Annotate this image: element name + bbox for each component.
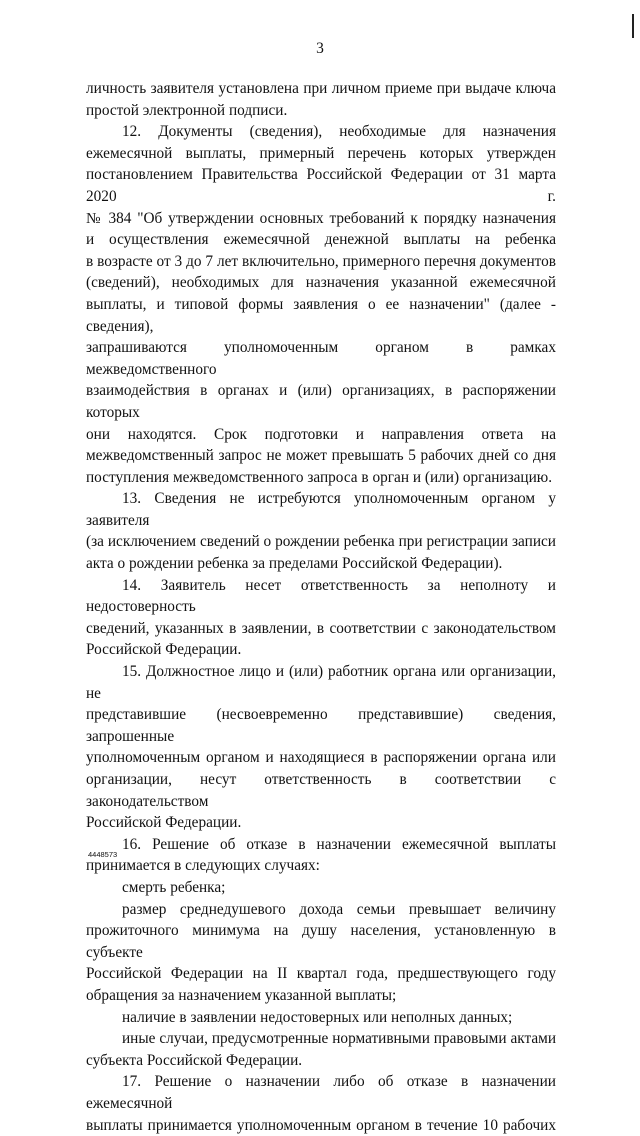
page-number: 3 <box>0 40 640 58</box>
text-line: поступления межведомственного запроса в орган и (или) организацию. <box>86 467 556 489</box>
text-line: запрашиваются уполномоченным органом в рамках межведомственного <box>86 337 556 380</box>
text-line: Российской Федерации. <box>86 639 556 661</box>
document-body <box>86 78 556 1136</box>
text-line: прожиточного минимума на душу населения, установленную в субъекте <box>86 920 556 963</box>
text-line: обращения за назначением указанной выплаты; <box>86 985 556 1007</box>
text-line: № 384 "Об утверждении основных требований к порядку назначения <box>86 208 556 230</box>
text-line: 14. Заявитель несет ответственность за неполноту и недостоверность <box>86 575 556 618</box>
text-line: 12. Документы (сведения), необходимые для назначения <box>86 121 556 143</box>
text-line: и осуществления ежемесячной денежной выплаты на ребенка <box>86 229 556 251</box>
text-line: взаимодействия в органах и (или) организациях, в распоряжении которых <box>86 380 556 423</box>
text-line: выплаты, и типовой формы заявления о ее назначении" (далее - сведения), <box>86 294 556 337</box>
text-line: субъекта Российской Федерации. <box>86 1050 556 1072</box>
text-line: постановлением Правительства Российской Федерации от 31 марта 2020 г. <box>86 164 556 207</box>
text-line: сведений, указанных в заявлении, в соответствии с законодательством <box>86 618 556 640</box>
text-line: 13. Сведения не истребуются уполномоченным органом у заявителя <box>86 488 556 531</box>
text-line: Российской Федерации на II квартал года, предшествующего году <box>86 963 556 985</box>
text-line: 15. Должностное лицо и (или) работник органа или организации, не <box>86 661 556 704</box>
text-line: межведомственный запрос не может превышать 5 рабочих дней со дня <box>86 445 556 467</box>
text-line: Российской Федерации. <box>86 812 556 834</box>
text-line: (сведений), необходимых для назначения указанной ежемесячной <box>86 272 556 294</box>
text-line: размер среднедушевого дохода семьи превышает величину <box>86 899 556 921</box>
text-line: уполномоченным органом и находящиеся в распоряжении органа или <box>86 747 556 769</box>
text-line: наличие в заявлении недостоверных или неполных данных; <box>86 1007 556 1029</box>
text-line: личность заявителя установлена при личном приеме при выдаче ключа <box>86 78 556 100</box>
document-id: 4448573 <box>88 850 117 859</box>
text-line: простой электронной подписи. <box>86 100 556 122</box>
text-line: смерть ребенка; <box>86 877 556 899</box>
text-line: в возрасте от 3 до 7 лет включительно, примерного перечня документов <box>86 251 556 273</box>
text-line: 17. Решение о назначении либо об отказе в назначении ежемесячной <box>86 1071 556 1114</box>
text-line: ежемесячной выплаты, примерный перечень которых утвержден <box>86 143 556 165</box>
text-line: выплаты принимается уполномоченным органом в течение 10 рабочих <box>86 1115 556 1136</box>
text-line: представившие (несвоевременно представившие) сведения, запрошенные <box>86 704 556 747</box>
text-line: акта о рождении ребенка за пределами Российской Федерации). <box>86 553 556 575</box>
text-line: организации, несут ответственность в соответствии с законодательством <box>86 769 556 812</box>
text-line: они находятся. Срок подготовки и направления ответа на <box>86 424 556 446</box>
page-edge-mark <box>632 14 634 38</box>
text-line: иные случаи, предусмотренные нормативными правовыми актами <box>86 1028 556 1050</box>
text-line: принимается в следующих случаях: <box>86 855 556 877</box>
text-line: (за исключением сведений о рождении ребенка при регистрации записи <box>86 531 556 553</box>
text-line: 16. Решение об отказе в назначении ежемесячной выплаты <box>86 834 556 856</box>
